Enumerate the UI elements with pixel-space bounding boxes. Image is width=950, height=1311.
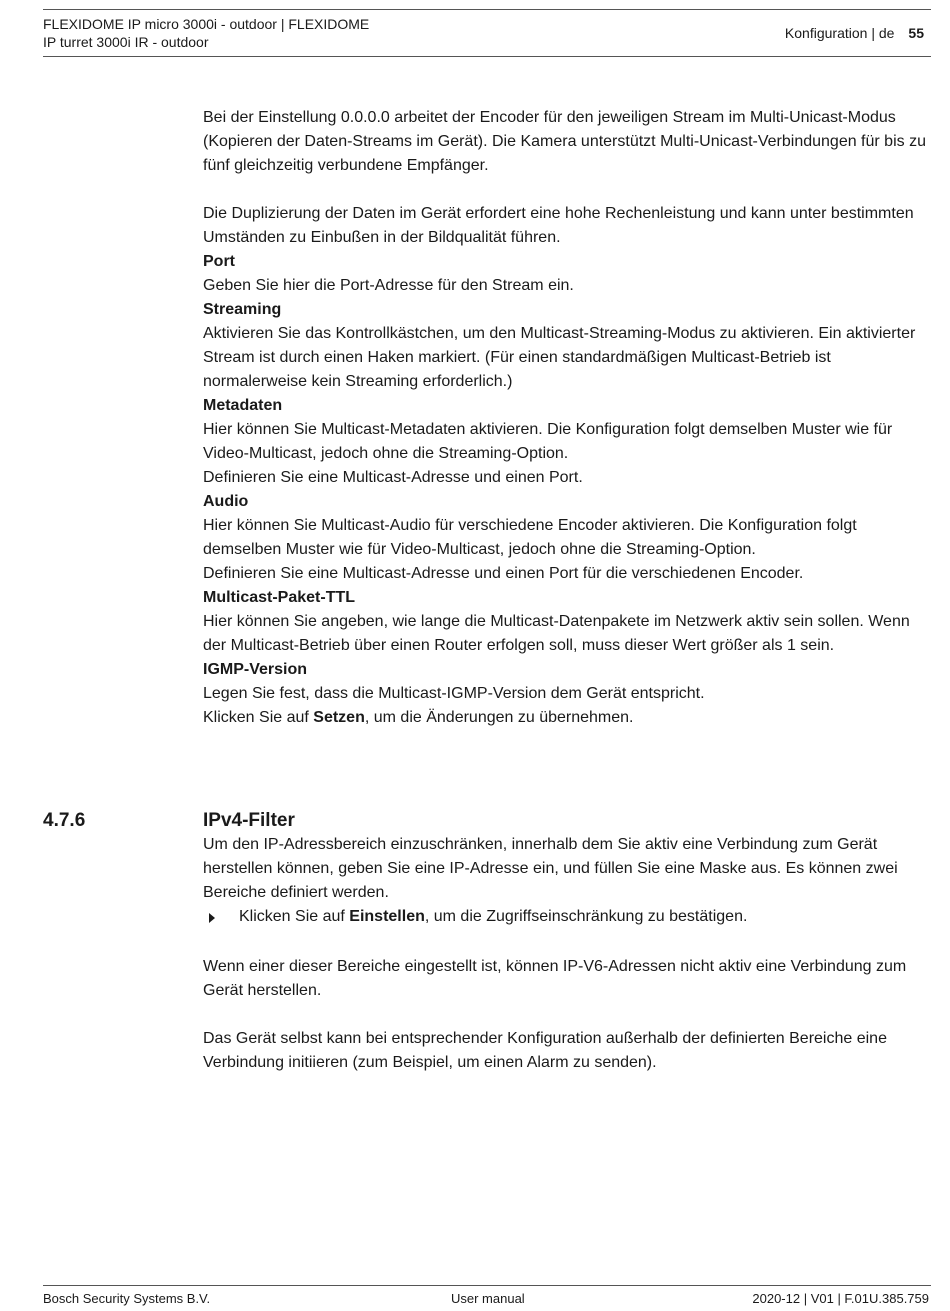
paragraph: Das Gerät selbst kann bei entsprechender Konfiguration außerhalb der definierten Bereiche eine Verbindung initiieren (zum Beispiel, um einen Alarm zu senden). [203,1030,887,1071]
footer-rule [43,1285,931,1286]
section-title: IPv4-Filter [203,810,295,831]
igmp-click-instruction: Klicken Sie auf Setzen, um die Änderungen zu übernehmen. [203,709,634,726]
section-content [203,809,931,1075]
section-number: 4.7.6 [43,810,86,831]
bullet-arrow-icon [209,913,215,923]
metadata-text: Hier können Sie Multicast-Metadaten aktivieren. Die Konfiguration folgt demselben Muster wie für Video-Multicast, jedoch ohne die Streaming-Option. [203,421,893,462]
streaming-text: Aktivieren Sie das Kontrollkästchen, um den Multicast-Streaming-Modus zu aktivieren. Ein aktivierter Stream ist durch einen Haken markiert. (Für einen standardmäßigen Multicast-Betrieb ist normalerweise kein Streaming erforderlich.) [203,325,916,390]
chapter-label: Konfiguration | de [784,25,895,41]
audio-heading: Audio [203,493,249,510]
header-top-rule [43,9,931,10]
header-title-line1: FLEXIDOME IP micro 3000i - outdoor | FLEXIDOME [43,16,370,32]
page-number: 55 [908,25,924,41]
header-right [785,24,924,42]
igmp-heading: IGMP-Version [203,661,308,678]
footer-company: Bosch Security Systems B.V. [43,1291,211,1306]
setzen-label: Setzen [313,709,365,726]
audio-text: Hier können Sie Multicast-Audio für verschiedene Encoder aktivieren. Die Konfiguration folgt demselben Muster wie für Video-Multicast, jedoch ohne die Streaming-Option. [203,517,857,558]
streaming-heading: Streaming [203,301,282,318]
metadata-heading: Metadaten [203,397,283,414]
igmp-text: Legen Sie fest, dass die Multicast-IGMP-Version dem Gerät entspricht. [203,685,705,702]
paragraph: Die Duplizierung der Daten im Gerät erfordert eine hohe Rechenleistung und kann unter bestimmten Umständen zu Einbußen in der Bildqualität führen. [203,205,914,246]
paragraph: Wenn einer dieser Bereiche eingestellt ist, können IP-V6-Adressen nicht aktiv eine Verbindung zum Gerät herstellen. [203,958,907,999]
einstellen-label: Einstellen [349,908,425,925]
list-item: Klicken Sie auf Einstellen, um die Zugriffseinschränkung zu bestätigen. [203,905,931,929]
header-title-line2: IP turret 3000i IR - outdoor [43,34,209,50]
port-text: Geben Sie hier die Port-Adresse für den Stream ein. [203,277,574,294]
footer-version: 2020-12 | V01 | F.01U.385.759 [752,1291,929,1306]
header-bottom-rule [43,56,931,57]
metadata-text: Definieren Sie eine Multicast-Adresse und einen Port. [203,469,583,486]
ttl-text: Hier können Sie angeben, wie lange die Multicast-Datenpakete im Netzwerk aktiv sein sollen. Wenn der Multicast-Betrieb über einen Router erfolgen soll, muss dieser Wert größer als 1 sein. [203,613,910,654]
main-content [203,106,931,730]
header-title [43,15,369,51]
paragraph: Um den IP-Adressbereich einzuschränken, innerhalb dem Sie aktiv eine Verbindung zum Gerät herstellen können, geben Sie eine IP-Adresse ein, und füllen Sie eine Maske aus. Es können zwei Bereiche definiert werden. [203,836,898,901]
audio-text: Definieren Sie eine Multicast-Adresse und einen Port für die verschiedenen Encoder. [203,565,804,582]
paragraph: Bei der Einstellung 0.0.0.0 arbeitet der Encoder für den jeweiligen Stream im Multi-Unicast-Modus (Kopieren der Daten-Streams im Gerät). Die Kamera unterstützt Multi-Unicast-Verbindungen für bis zu fünf gleichzeitig verbundene Empfänger. [203,109,926,174]
footer-doc-type: User manual [451,1291,525,1306]
ttl-heading: Multicast-Paket-TTL [203,589,356,606]
port-heading: Port [203,253,235,270]
